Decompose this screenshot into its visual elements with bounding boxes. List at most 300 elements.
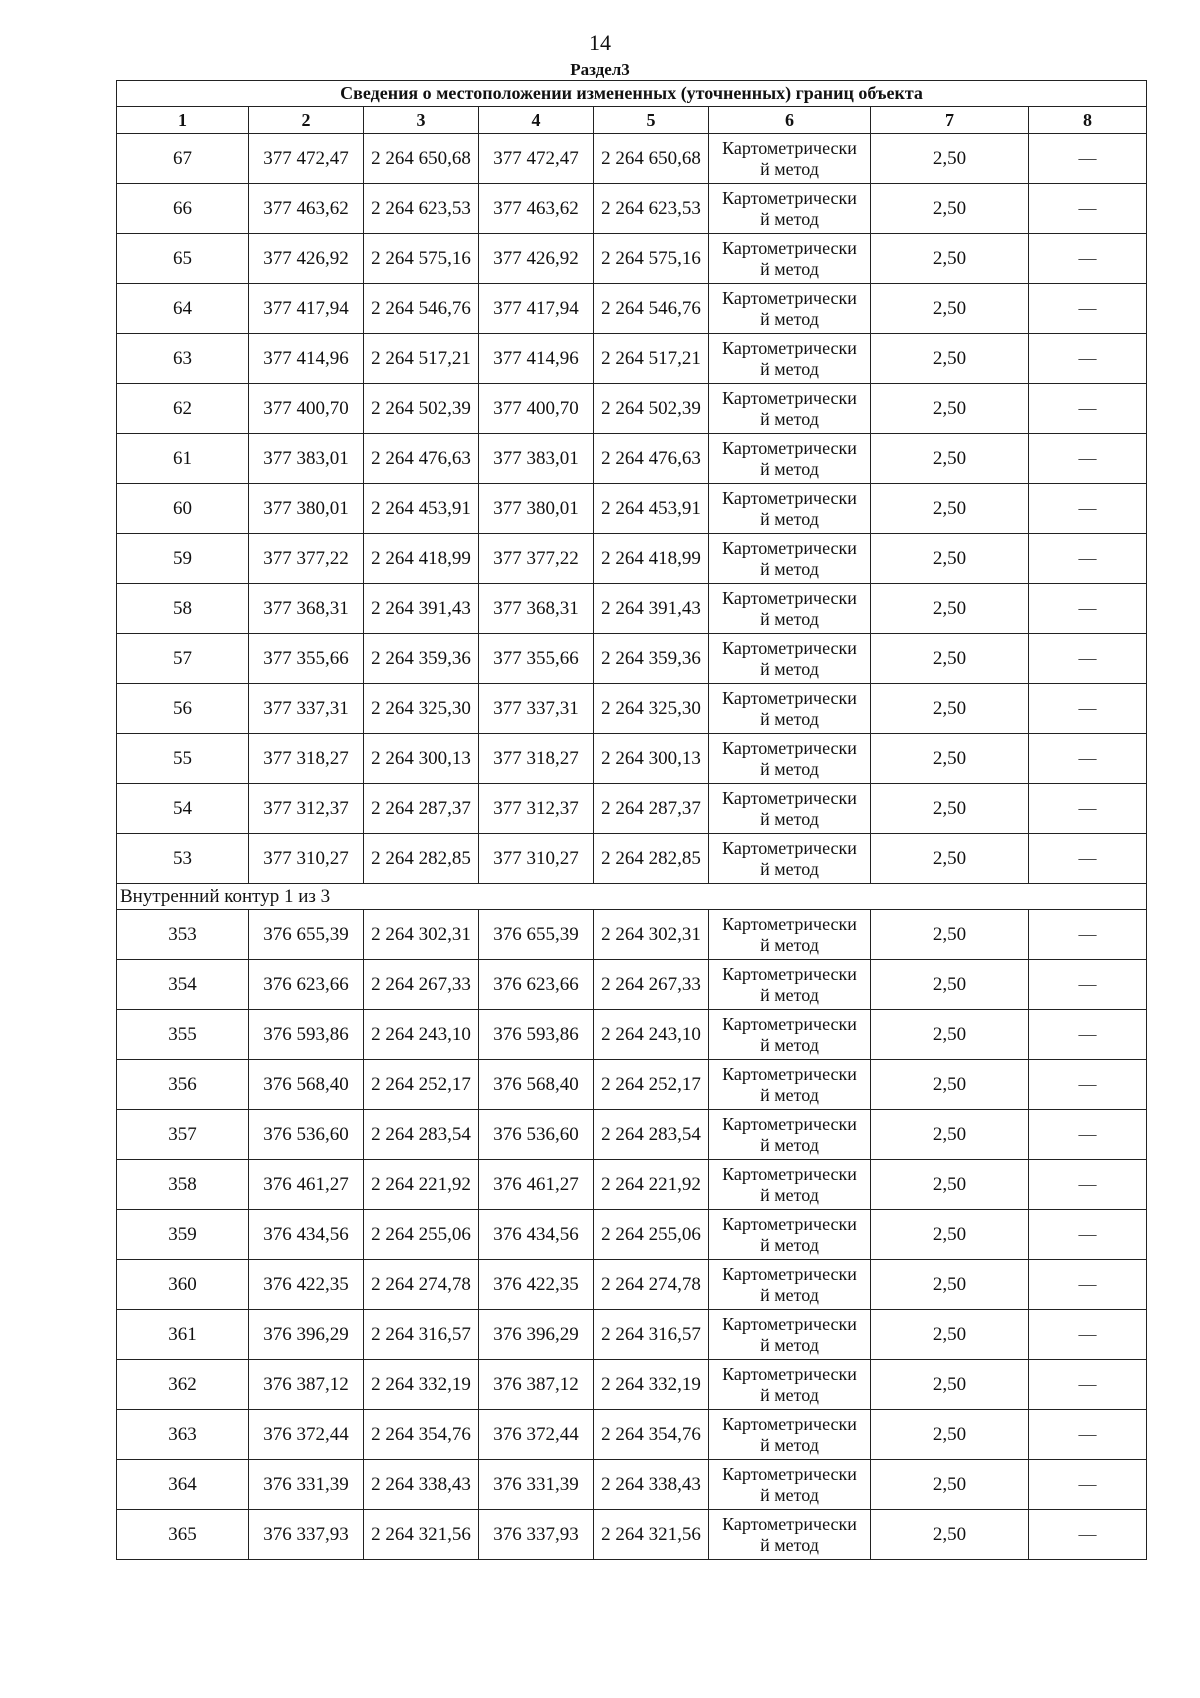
- method-cell: [709, 484, 871, 534]
- x-coordinate-new-cell: 376 372,44: [479, 1410, 594, 1460]
- page-number: 14: [589, 30, 611, 55]
- method-line: й метод: [760, 1434, 819, 1455]
- point-number-cell: 359: [117, 1210, 249, 1260]
- table-row: [117, 960, 1147, 1010]
- method-line: Картометрически: [722, 1513, 857, 1534]
- method-line: Картометрически: [722, 737, 857, 758]
- table-row: [117, 1360, 1147, 1410]
- y-coordinate-cell: 2 264 255,06: [364, 1210, 479, 1260]
- method-line: й метод: [760, 608, 819, 629]
- note-cell: —: [1029, 284, 1147, 334]
- x-coordinate-new-cell: 377 414,96: [479, 334, 594, 384]
- y-coordinate-cell: 2 264 453,91: [364, 484, 479, 534]
- method-cell: [709, 1060, 871, 1110]
- point-number-cell: 57: [117, 634, 249, 684]
- x-coordinate-new-cell: 376 461,27: [479, 1160, 594, 1210]
- method-line: Картометрически: [722, 287, 857, 308]
- y-coordinate-new-cell: 2 264 623,53: [594, 184, 709, 234]
- method-line: й метод: [760, 984, 819, 1005]
- table-row: [117, 234, 1147, 284]
- table-row: [117, 384, 1147, 434]
- method-line: й метод: [760, 458, 819, 479]
- x-coordinate-new-cell: 377 318,27: [479, 734, 594, 784]
- method-cell: [709, 434, 871, 484]
- y-coordinate-new-cell: 2 264 274,78: [594, 1260, 709, 1310]
- x-coordinate-new-cell: 377 355,66: [479, 634, 594, 684]
- accuracy-cell: 2,50: [871, 1360, 1029, 1410]
- method-cell: [709, 684, 871, 734]
- method-cell: [709, 634, 871, 684]
- accuracy-cell: 2,50: [871, 534, 1029, 584]
- accuracy-cell: 2,50: [871, 334, 1029, 384]
- x-coordinate-new-cell: 377 383,01: [479, 434, 594, 484]
- method-cell: [709, 1210, 871, 1260]
- accuracy-cell: 2,50: [871, 384, 1029, 434]
- point-number-cell: 66: [117, 184, 249, 234]
- method-cell: [709, 134, 871, 184]
- method-line: Картометрически: [722, 537, 857, 558]
- y-coordinate-cell: 2 264 252,17: [364, 1060, 479, 1110]
- table-row: [117, 734, 1147, 784]
- method-line: Картометрически: [722, 1463, 857, 1484]
- x-coordinate-new-cell: 377 472,47: [479, 134, 594, 184]
- accuracy-cell: 2,50: [871, 1110, 1029, 1160]
- method-line: й метод: [760, 858, 819, 879]
- x-coordinate-new-cell: 377 368,31: [479, 584, 594, 634]
- column-number: 6: [709, 107, 871, 134]
- x-coordinate-cell: 376 387,12: [249, 1360, 364, 1410]
- point-number-cell: 62: [117, 384, 249, 434]
- method-cell: [709, 1260, 871, 1310]
- x-coordinate-new-cell: 376 536,60: [479, 1110, 594, 1160]
- point-number-cell: 55: [117, 734, 249, 784]
- note-cell: —: [1029, 484, 1147, 534]
- y-coordinate-cell: 2 264 623,53: [364, 184, 479, 234]
- y-coordinate-cell: 2 264 321,56: [364, 1510, 479, 1560]
- accuracy-cell: 2,50: [871, 584, 1029, 634]
- y-coordinate-new-cell: 2 264 252,17: [594, 1060, 709, 1110]
- x-coordinate-new-cell: 377 426,92: [479, 234, 594, 284]
- y-coordinate-new-cell: 2 264 476,63: [594, 434, 709, 484]
- method-line: й метод: [760, 1134, 819, 1155]
- point-number-cell: 53: [117, 834, 249, 884]
- x-coordinate-cell: 376 337,93: [249, 1510, 364, 1560]
- note-cell: —: [1029, 1510, 1147, 1560]
- method-line: й метод: [760, 258, 819, 279]
- note-cell: —: [1029, 834, 1147, 884]
- table-row: [117, 134, 1147, 184]
- table-row: [117, 1110, 1147, 1160]
- point-number-cell: 61: [117, 434, 249, 484]
- x-coordinate-cell: 376 396,29: [249, 1310, 364, 1360]
- note-cell: —: [1029, 1160, 1147, 1210]
- y-coordinate-new-cell: 2 264 221,92: [594, 1160, 709, 1210]
- method-cell: [709, 1310, 871, 1360]
- method-cell: [709, 184, 871, 234]
- y-coordinate-cell: 2 264 338,43: [364, 1460, 479, 1510]
- note-cell: —: [1029, 1310, 1147, 1360]
- x-coordinate-new-cell: 377 337,31: [479, 684, 594, 734]
- method-line: Картометрически: [722, 787, 857, 808]
- y-coordinate-cell: 2 264 502,39: [364, 384, 479, 434]
- table-row: [117, 634, 1147, 684]
- note-cell: —: [1029, 184, 1147, 234]
- method-cell: [709, 734, 871, 784]
- method-cell: [709, 1010, 871, 1060]
- note-cell: —: [1029, 1410, 1147, 1460]
- method-cell: [709, 1460, 871, 1510]
- point-number-cell: 354: [117, 960, 249, 1010]
- x-coordinate-cell: 376 372,44: [249, 1410, 364, 1460]
- point-number-cell: 356: [117, 1060, 249, 1110]
- point-number-cell: 365: [117, 1510, 249, 1560]
- column-number: 1: [117, 107, 249, 134]
- method-line: Картометрически: [722, 1163, 857, 1184]
- x-coordinate-cell: 377 414,96: [249, 334, 364, 384]
- method-cell: [709, 1510, 871, 1560]
- y-coordinate-cell: 2 264 332,19: [364, 1360, 479, 1410]
- y-coordinate-new-cell: 2 264 517,21: [594, 334, 709, 384]
- x-coordinate-cell: 376 331,39: [249, 1460, 364, 1510]
- contour-label: Внутренний контур 1 из 3: [117, 884, 1147, 910]
- method-line: Картометрически: [722, 1063, 857, 1084]
- y-coordinate-new-cell: 2 264 325,30: [594, 684, 709, 734]
- accuracy-cell: 2,50: [871, 134, 1029, 184]
- x-coordinate-new-cell: 376 434,56: [479, 1210, 594, 1260]
- method-cell: [709, 910, 871, 960]
- method-line: Картометрически: [722, 587, 857, 608]
- method-cell: [709, 534, 871, 584]
- y-coordinate-cell: 2 264 302,31: [364, 910, 479, 960]
- table-row: [117, 184, 1147, 234]
- method-cell: [709, 1410, 871, 1460]
- y-coordinate-new-cell: 2 264 546,76: [594, 284, 709, 334]
- note-cell: —: [1029, 1460, 1147, 1510]
- point-number-cell: 360: [117, 1260, 249, 1310]
- note-cell: —: [1029, 1060, 1147, 1110]
- x-coordinate-new-cell: 376 568,40: [479, 1060, 594, 1110]
- method-line: й метод: [760, 934, 819, 955]
- accuracy-cell: 2,50: [871, 834, 1029, 884]
- note-cell: —: [1029, 1210, 1147, 1260]
- y-coordinate-new-cell: 2 264 300,13: [594, 734, 709, 784]
- x-coordinate-cell: 377 417,94: [249, 284, 364, 334]
- x-coordinate-cell: 376 422,35: [249, 1260, 364, 1310]
- accuracy-cell: 2,50: [871, 284, 1029, 334]
- x-coordinate-cell: 376 623,66: [249, 960, 364, 1010]
- x-coordinate-new-cell: 377 380,01: [479, 484, 594, 534]
- y-coordinate-new-cell: 2 264 243,10: [594, 1010, 709, 1060]
- method-line: Картометрически: [722, 437, 857, 458]
- point-number-cell: 355: [117, 1010, 249, 1060]
- accuracy-cell: 2,50: [871, 910, 1029, 960]
- method-line: Картометрически: [722, 237, 857, 258]
- y-coordinate-cell: 2 264 221,92: [364, 1160, 479, 1210]
- accuracy-cell: 2,50: [871, 960, 1029, 1010]
- note-cell: —: [1029, 1360, 1147, 1410]
- x-coordinate-new-cell: 376 593,86: [479, 1010, 594, 1060]
- boundary-table: [116, 80, 1147, 1560]
- y-coordinate-cell: 2 264 650,68: [364, 134, 479, 184]
- note-cell: —: [1029, 234, 1147, 284]
- accuracy-cell: 2,50: [871, 1260, 1029, 1310]
- x-coordinate-new-cell: 376 623,66: [479, 960, 594, 1010]
- method-line: й метод: [760, 508, 819, 529]
- point-number-cell: 56: [117, 684, 249, 734]
- x-coordinate-cell: 376 434,56: [249, 1210, 364, 1260]
- y-coordinate-cell: 2 264 325,30: [364, 684, 479, 734]
- method-cell: [709, 1160, 871, 1210]
- accuracy-cell: 2,50: [871, 1210, 1029, 1260]
- x-coordinate-cell: 377 337,31: [249, 684, 364, 734]
- y-coordinate-cell: 2 264 287,37: [364, 784, 479, 834]
- x-coordinate-cell: 377 400,70: [249, 384, 364, 434]
- table-row: [117, 1460, 1147, 1510]
- method-cell: [709, 284, 871, 334]
- y-coordinate-new-cell: 2 264 267,33: [594, 960, 709, 1010]
- accuracy-cell: 2,50: [871, 234, 1029, 284]
- method-line: й метод: [760, 1284, 819, 1305]
- accuracy-cell: 2,50: [871, 684, 1029, 734]
- method-line: й метод: [760, 1534, 819, 1555]
- method-line: Картометрически: [722, 337, 857, 358]
- point-number-cell: 357: [117, 1110, 249, 1160]
- x-coordinate-new-cell: 377 463,62: [479, 184, 594, 234]
- accuracy-cell: 2,50: [871, 1060, 1029, 1110]
- table-row: [117, 1210, 1147, 1260]
- method-line: й метод: [760, 358, 819, 379]
- x-coordinate-cell: 377 312,37: [249, 784, 364, 834]
- method-line: й метод: [760, 1384, 819, 1405]
- point-number-cell: 63: [117, 334, 249, 384]
- column-number-row: [117, 107, 1147, 134]
- contour-row: [117, 884, 1147, 910]
- x-coordinate-new-cell: 377 417,94: [479, 284, 594, 334]
- accuracy-cell: 2,50: [871, 1010, 1029, 1060]
- method-line: й метод: [760, 558, 819, 579]
- x-coordinate-new-cell: 376 331,39: [479, 1460, 594, 1510]
- point-number-cell: 362: [117, 1360, 249, 1410]
- method-line: Картометрически: [722, 487, 857, 508]
- y-coordinate-cell: 2 264 243,10: [364, 1010, 479, 1060]
- y-coordinate-cell: 2 264 354,76: [364, 1410, 479, 1460]
- x-coordinate-new-cell: 376 655,39: [479, 910, 594, 960]
- y-coordinate-cell: 2 264 517,21: [364, 334, 479, 384]
- table-row: [117, 284, 1147, 334]
- y-coordinate-new-cell: 2 264 650,68: [594, 134, 709, 184]
- method-line: й метод: [760, 708, 819, 729]
- x-coordinate-cell: 377 426,92: [249, 234, 364, 284]
- x-coordinate-cell: 376 461,27: [249, 1160, 364, 1210]
- y-coordinate-cell: 2 264 476,63: [364, 434, 479, 484]
- accuracy-cell: 2,50: [871, 184, 1029, 234]
- y-coordinate-cell: 2 264 418,99: [364, 534, 479, 584]
- table-row: [117, 910, 1147, 960]
- method-line: Картометрически: [722, 1213, 857, 1234]
- x-coordinate-new-cell: 377 312,37: [479, 784, 594, 834]
- point-number-cell: 60: [117, 484, 249, 534]
- point-number-cell: 363: [117, 1410, 249, 1460]
- x-coordinate-cell: 376 593,86: [249, 1010, 364, 1060]
- method-line: Картометрически: [722, 963, 857, 984]
- method-line: й метод: [760, 1184, 819, 1205]
- method-line: Картометрически: [722, 1113, 857, 1134]
- accuracy-cell: 2,50: [871, 434, 1029, 484]
- point-number-cell: 364: [117, 1460, 249, 1510]
- note-cell: —: [1029, 134, 1147, 184]
- table-row: [117, 1260, 1147, 1310]
- accuracy-cell: 2,50: [871, 634, 1029, 684]
- point-number-cell: 58: [117, 584, 249, 634]
- y-coordinate-cell: 2 264 282,85: [364, 834, 479, 884]
- point-number-cell: 353: [117, 910, 249, 960]
- method-line: й метод: [760, 808, 819, 829]
- accuracy-cell: 2,50: [871, 1410, 1029, 1460]
- note-cell: —: [1029, 584, 1147, 634]
- method-line: Картометрически: [722, 187, 857, 208]
- y-coordinate-new-cell: 2 264 418,99: [594, 534, 709, 584]
- y-coordinate-new-cell: 2 264 287,37: [594, 784, 709, 834]
- table-row: [117, 434, 1147, 484]
- table-row: [117, 684, 1147, 734]
- table-row: [117, 834, 1147, 884]
- method-line: Картометрически: [722, 1013, 857, 1034]
- table-row: [117, 484, 1147, 534]
- point-number-cell: 67: [117, 134, 249, 184]
- accuracy-cell: 2,50: [871, 484, 1029, 534]
- accuracy-cell: 2,50: [871, 1160, 1029, 1210]
- x-coordinate-cell: 377 310,27: [249, 834, 364, 884]
- method-line: Картометрически: [722, 137, 857, 158]
- table-row: [117, 1060, 1147, 1110]
- method-line: й метод: [760, 658, 819, 679]
- method-line: Картометрически: [722, 387, 857, 408]
- method-line: Картометрически: [722, 687, 857, 708]
- y-coordinate-new-cell: 2 264 575,16: [594, 234, 709, 284]
- table-row: [117, 534, 1147, 584]
- x-coordinate-cell: 377 318,27: [249, 734, 364, 784]
- method-cell: [709, 334, 871, 384]
- y-coordinate-new-cell: 2 264 283,54: [594, 1110, 709, 1160]
- x-coordinate-cell: 377 380,01: [249, 484, 364, 534]
- y-coordinate-new-cell: 2 264 255,06: [594, 1210, 709, 1260]
- note-cell: —: [1029, 334, 1147, 384]
- table-row: [117, 1010, 1147, 1060]
- method-cell: [709, 584, 871, 634]
- note-cell: —: [1029, 960, 1147, 1010]
- y-coordinate-cell: 2 264 316,57: [364, 1310, 479, 1360]
- method-cell: [709, 234, 871, 284]
- x-coordinate-cell: 377 355,66: [249, 634, 364, 684]
- column-number: 5: [594, 107, 709, 134]
- method-line: й метод: [760, 1334, 819, 1355]
- column-number: 4: [479, 107, 594, 134]
- y-coordinate-new-cell: 2 264 282,85: [594, 834, 709, 884]
- table-row: [117, 1310, 1147, 1360]
- y-coordinate-new-cell: 2 264 359,36: [594, 634, 709, 684]
- section-label: Раздел3: [570, 60, 630, 79]
- table-row: [117, 1510, 1147, 1560]
- x-coordinate-new-cell: 376 422,35: [479, 1260, 594, 1310]
- accuracy-cell: 2,50: [871, 1510, 1029, 1560]
- x-coordinate-cell: 377 368,31: [249, 584, 364, 634]
- column-number: 3: [364, 107, 479, 134]
- accuracy-cell: 2,50: [871, 1310, 1029, 1360]
- method-cell: [709, 784, 871, 834]
- method-line: Картометрически: [722, 637, 857, 658]
- y-coordinate-cell: 2 264 274,78: [364, 1260, 479, 1310]
- method-line: й метод: [760, 758, 819, 779]
- y-coordinate-cell: 2 264 359,36: [364, 634, 479, 684]
- y-coordinate-new-cell: 2 264 354,76: [594, 1410, 709, 1460]
- x-coordinate-new-cell: 376 337,93: [479, 1510, 594, 1560]
- method-cell: [709, 1110, 871, 1160]
- y-coordinate-new-cell: 2 264 316,57: [594, 1310, 709, 1360]
- note-cell: —: [1029, 784, 1147, 834]
- method-line: й метод: [760, 1484, 819, 1505]
- x-coordinate-cell: 376 568,40: [249, 1060, 364, 1110]
- method-line: й метод: [760, 308, 819, 329]
- point-number-cell: 65: [117, 234, 249, 284]
- x-coordinate-new-cell: 376 387,12: [479, 1360, 594, 1410]
- x-coordinate-cell: 377 472,47: [249, 134, 364, 184]
- x-coordinate-new-cell: 377 377,22: [479, 534, 594, 584]
- y-coordinate-cell: 2 264 546,76: [364, 284, 479, 334]
- accuracy-cell: 2,50: [871, 734, 1029, 784]
- x-coordinate-cell: 376 655,39: [249, 910, 364, 960]
- y-coordinate-new-cell: 2 264 332,19: [594, 1360, 709, 1410]
- y-coordinate-new-cell: 2 264 391,43: [594, 584, 709, 634]
- column-number: 2: [249, 107, 364, 134]
- method-line: Картометрически: [722, 913, 857, 934]
- table-row: [117, 784, 1147, 834]
- method-cell: [709, 384, 871, 434]
- column-number: 8: [1029, 107, 1147, 134]
- x-coordinate-cell: 376 536,60: [249, 1110, 364, 1160]
- table-row: [117, 584, 1147, 634]
- method-cell: [709, 1360, 871, 1410]
- note-cell: —: [1029, 734, 1147, 784]
- method-line: Картометрически: [722, 1413, 857, 1434]
- note-cell: —: [1029, 910, 1147, 960]
- point-number-cell: 54: [117, 784, 249, 834]
- accuracy-cell: 2,50: [871, 784, 1029, 834]
- method-line: Картометрически: [722, 1363, 857, 1384]
- y-coordinate-new-cell: 2 264 321,56: [594, 1510, 709, 1560]
- x-coordinate-cell: 377 377,22: [249, 534, 364, 584]
- note-cell: —: [1029, 1010, 1147, 1060]
- table-row: [117, 334, 1147, 384]
- method-line: й метод: [760, 408, 819, 429]
- method-line: Картометрически: [722, 1263, 857, 1284]
- x-coordinate-cell: 377 463,62: [249, 184, 364, 234]
- method-line: й метод: [760, 1234, 819, 1255]
- point-number-cell: 358: [117, 1160, 249, 1210]
- x-coordinate-new-cell: 377 310,27: [479, 834, 594, 884]
- accuracy-cell: 2,50: [871, 1460, 1029, 1510]
- method-line: й метод: [760, 1034, 819, 1055]
- y-coordinate-cell: 2 264 575,16: [364, 234, 479, 284]
- y-coordinate-new-cell: 2 264 502,39: [594, 384, 709, 434]
- x-coordinate-cell: 377 383,01: [249, 434, 364, 484]
- method-cell: [709, 960, 871, 1010]
- table-row: [117, 1160, 1147, 1210]
- note-cell: —: [1029, 1260, 1147, 1310]
- note-cell: —: [1029, 634, 1147, 684]
- y-coordinate-new-cell: 2 264 302,31: [594, 910, 709, 960]
- table-row: [117, 1410, 1147, 1460]
- point-number-cell: 59: [117, 534, 249, 584]
